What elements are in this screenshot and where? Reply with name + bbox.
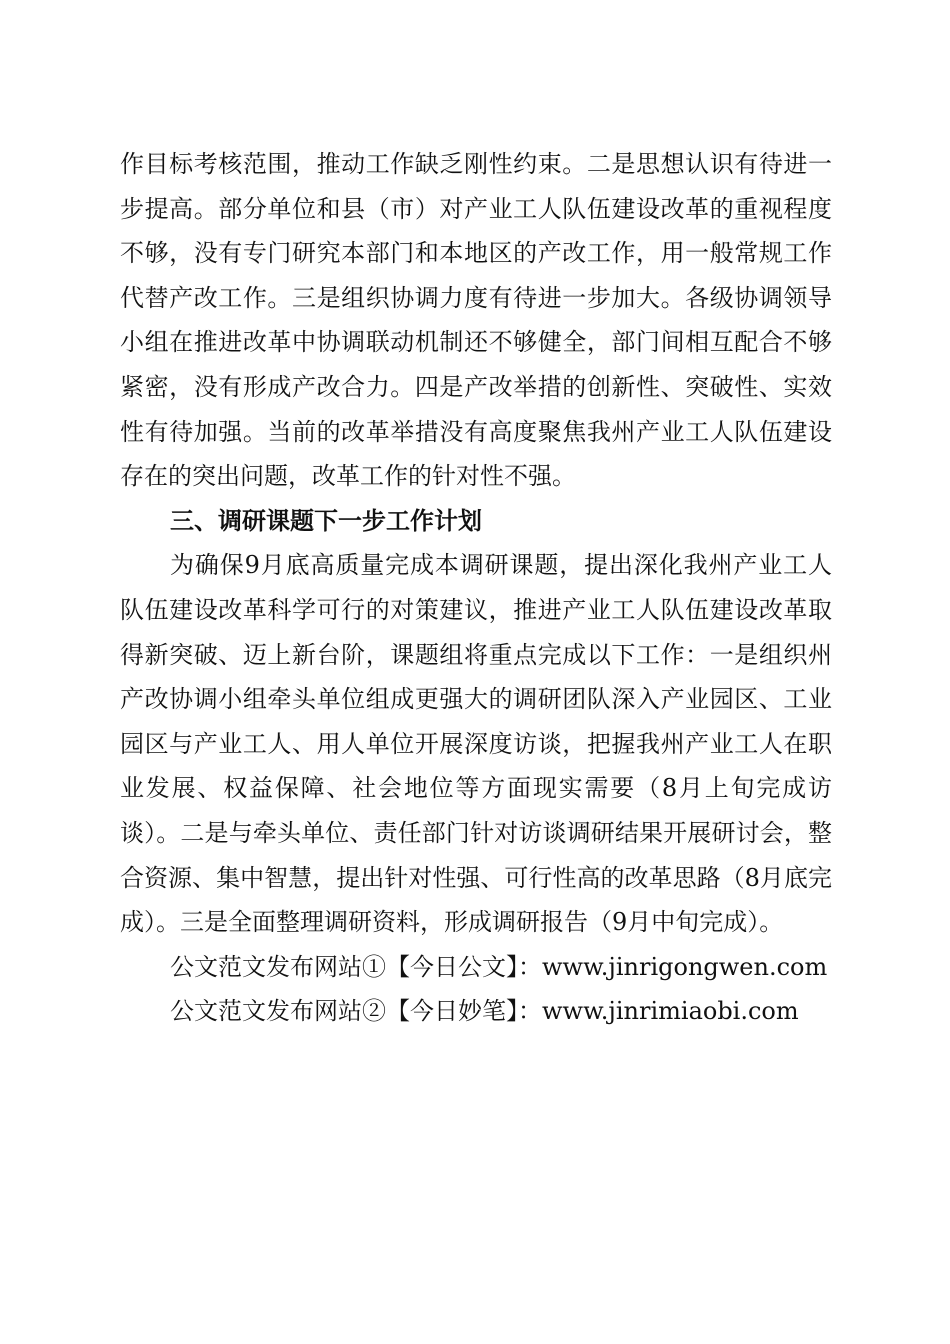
- site-reference-1: 公文范文发布网站①【今日公文】：www.jinrigongwen.com: [170, 952, 828, 981]
- section-heading-work-plan: 三、调研课题下一步工作计划: [170, 506, 482, 535]
- paragraph-work-plan: 为确保9月底高质量完成本调研课题，提出深化我州产业工人队伍建设改革科学可行的对策建议，推进产业工人队伍建设改革取得新突破、迈上新台阶，课题组将重点完成以下工作：一是组织州产改协调小组牵头单位组成更强大的调研团队深入产业园区、工业园区与产业工人、用人单位开展深度访谈，把握我州产业工人在职业发展、权益保障、社会地位等方面现实需要（8月上旬完成访谈）。二是与牵头单位、责任部门针对访谈调研结果开展研讨会，整合资源、集中智慧，提出针对性强、可行性高的改革思路（8月底完成）。三是全面整理调研资料，形成调研报告（9月中旬完成）。: [120, 551, 832, 937]
- site-reference-2: 公文范文发布网站②【今日妙笔】：www.jinrimiaobi.com: [170, 997, 799, 1026]
- paragraph-problems: 作目标考核范围，推动工作缺乏刚性约束。二是思想认识有待进一步提高。部分单位和县（市）对产业工人队伍建设改革的重视程度不够，没有专门研究本部门和本地区的产改工作，用一般常规工作代替产改工作。三是组织协调力度有待进一步加大。各级协调领导小组在推进改革中协调联动机制还不够健全，部门间相互配合不够紧密，没有形成产改合力。四是产改举措的创新性、突破性、实效性有待加强。当前的改革举措没有高度聚焦我州产业工人队伍建设存在的突出问题，改革工作的针对性不强。: [120, 150, 832, 491]
- document-body: [120, 142, 832, 1034]
